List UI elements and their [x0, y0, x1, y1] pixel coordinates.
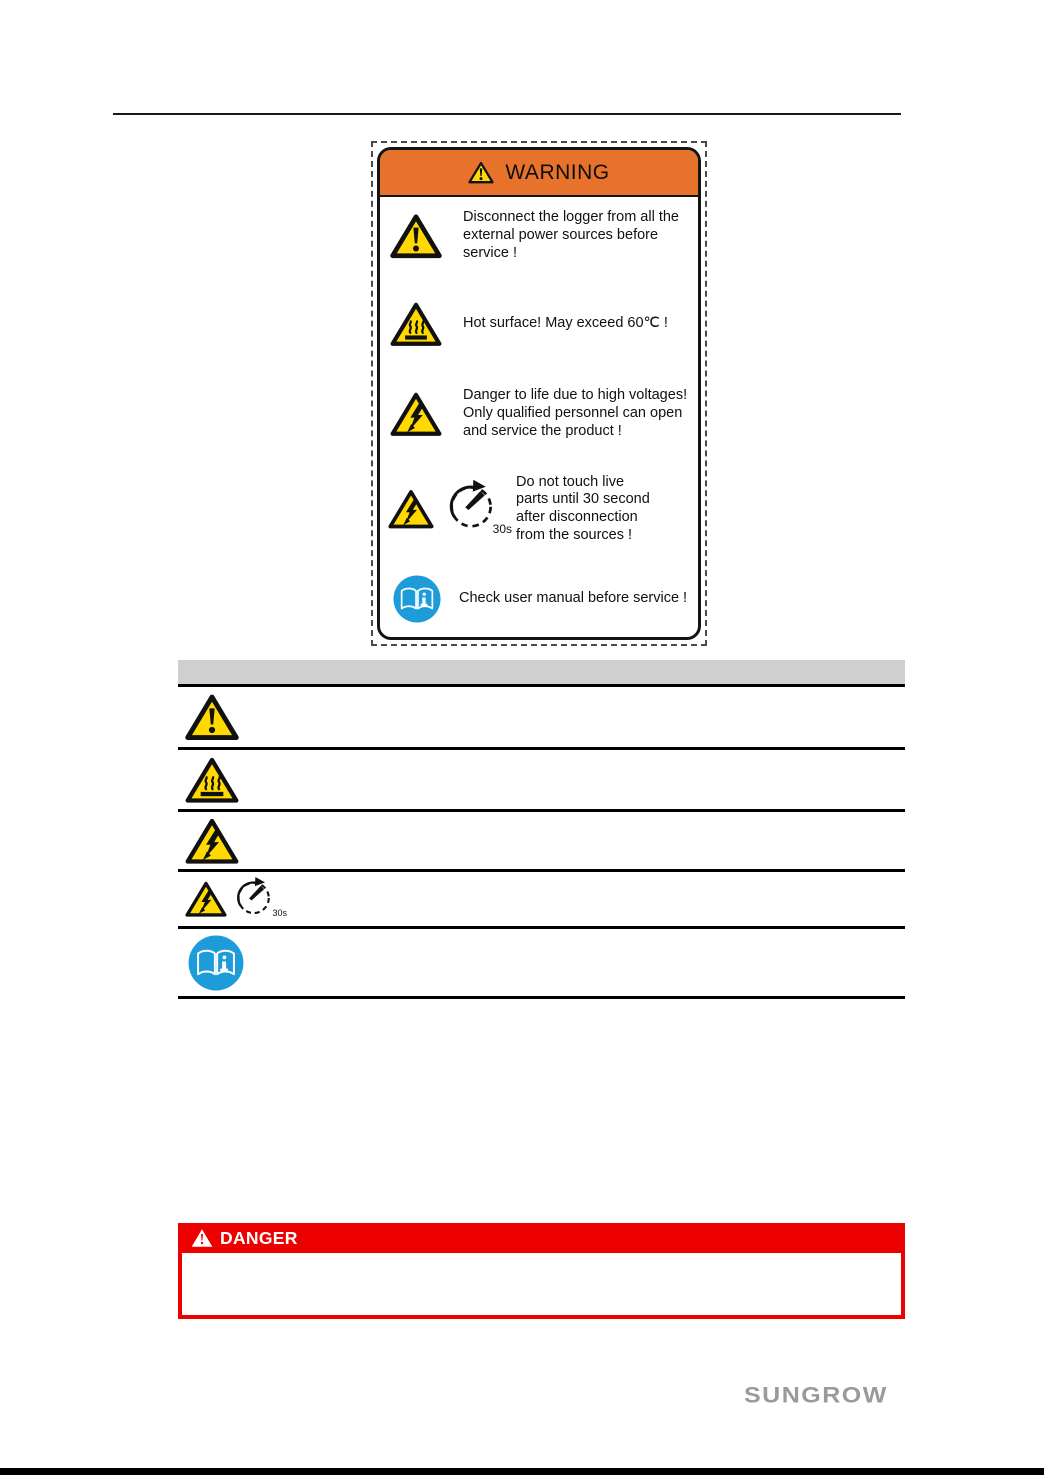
table-row: [178, 750, 905, 812]
general-warning-icon: [185, 692, 239, 742]
clock-30s-icon: [442, 476, 496, 530]
warning-sticker-frame: [377, 147, 701, 640]
hot-surface-icon: [185, 755, 239, 805]
hot-surface-icon: [390, 300, 442, 348]
danger-body: [178, 1253, 905, 1319]
footer-bar: [0, 1468, 1044, 1475]
sticker-row-high-voltage: [380, 372, 698, 456]
clock-caption: 30s: [272, 908, 287, 918]
table-row: [178, 872, 905, 929]
sticker-row-hot-surface: [380, 288, 698, 360]
sticker-text-delayed-discharge: Do not touch live parts until 30 second after disconnection from the sources !: [516, 473, 650, 543]
sungrow-logo: SUNGROW: [744, 1383, 888, 1408]
warning-title: WARNING: [505, 160, 610, 184]
warning-sticker: [371, 141, 707, 646]
read-manual-icon: [393, 575, 441, 623]
read-manual-icon: [188, 935, 244, 991]
warning-sticker-header: [380, 150, 698, 197]
danger-header: [178, 1223, 905, 1253]
sticker-text-high-voltage: Danger to life due to high voltages! Only qualified personnel can open and service the product !: [463, 387, 688, 439]
danger-notice: [178, 1223, 905, 1319]
table-row: [178, 929, 905, 999]
symbol-table: [178, 660, 905, 999]
sticker-text-read-manual: Check user manual before service !: [459, 590, 688, 607]
sticker-text-hot-surface: Hot surface! May exceed 60℃ !: [463, 315, 668, 332]
sticker-row-disconnect: [380, 197, 698, 275]
danger-title: DANGER: [220, 1227, 298, 1248]
sticker-text-disconnect: Disconnect the logger from all the external power sources before service !: [463, 209, 679, 261]
discharge-clock-icon: [231, 874, 287, 924]
sticker-row-read-manual: [380, 566, 698, 632]
header-rule: [113, 113, 901, 115]
electric-shock-icon: [388, 488, 434, 530]
general-warning-icon: [390, 212, 442, 260]
electric-shock-icon: [185, 816, 239, 866]
danger-triangle-icon: [191, 1228, 213, 1248]
electric-shock-icon: [185, 880, 227, 918]
clock-caption: 30s: [492, 522, 512, 536]
symbol-table-header: [178, 660, 905, 687]
clock-30s-icon: [231, 874, 273, 916]
table-row: [178, 687, 905, 750]
discharge-clock-icon: [442, 476, 512, 542]
table-row: [178, 812, 905, 872]
warning-triangle-icon: [468, 161, 494, 184]
sticker-row-delayed-discharge: [380, 458, 698, 560]
electric-shock-icon: [390, 390, 442, 438]
